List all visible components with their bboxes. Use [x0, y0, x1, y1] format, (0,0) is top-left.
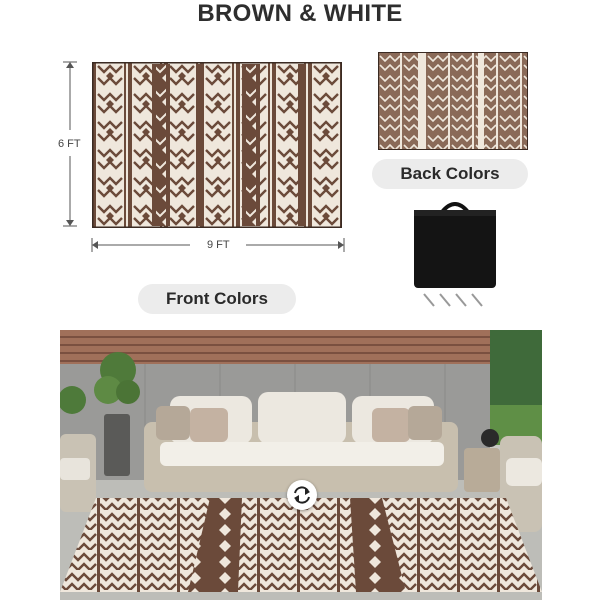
storage-bag-image — [412, 198, 498, 290]
front-colors-label: Front Colors — [138, 284, 296, 314]
back-colors-label: Back Colors — [372, 159, 528, 189]
front-rug-image — [92, 62, 342, 228]
page-title: BROWN & WHITE — [197, 0, 403, 27]
height-label: 6 FT — [58, 138, 81, 150]
patio-scene-photo — [60, 330, 542, 600]
ground-stakes-image — [420, 290, 490, 310]
rotate-arrows-icon[interactable] — [287, 480, 317, 510]
back-rug-image — [378, 52, 528, 150]
width-label: 9 FT — [207, 239, 230, 251]
